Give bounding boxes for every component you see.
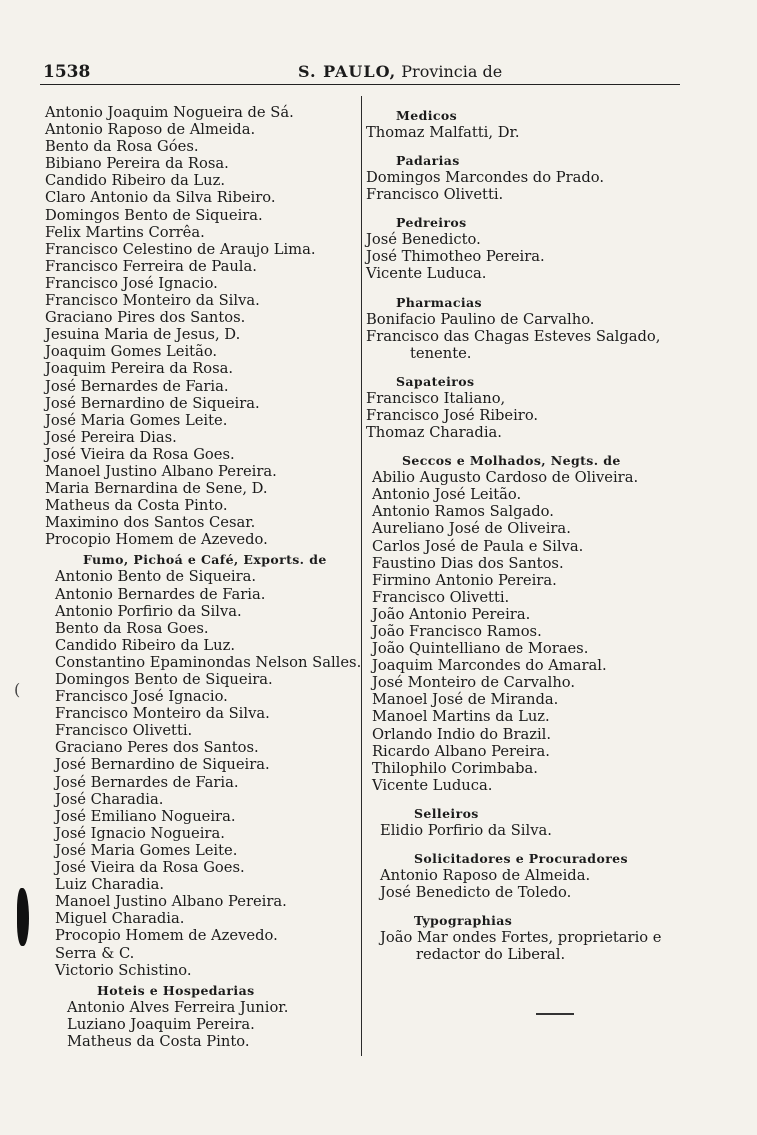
directory-entry: João Francisco Ramos. <box>372 622 542 640</box>
section-heading-solicitadores: Solicitadores e Procuradores <box>414 851 628 866</box>
city-name: S. PAULO, <box>298 62 397 81</box>
directory-entry: Luiz Charadia. <box>55 876 165 894</box>
directory-entry: Matheus da Costa Pinto. <box>67 1032 250 1050</box>
directory-entry: Felix Martins Corrêa. <box>45 223 205 241</box>
directory-entry: Francisco Olivetti. <box>55 722 193 740</box>
directory-entry: José Maria Gomes Leite. <box>55 841 238 859</box>
directory-entry: Francisco Monteiro da Silva. <box>55 705 270 723</box>
directory-entry: José Vieira da Rosa Goes. <box>55 859 245 877</box>
directory-entry: Bonifacio Paulino de Carvalho. <box>366 310 595 328</box>
directory-entry: Antonio Joaquim Nogueira de Sá. <box>45 104 294 121</box>
directory-entry: José Bernardes de Faria. <box>55 773 239 791</box>
directory-entry: Joaquim Marcondes do Amaral. <box>372 657 607 675</box>
directory-entry: Antonio Ramos Salgado. <box>372 503 554 521</box>
directory-entry: João Mar ondes Fortes, proprietario e <box>380 929 662 947</box>
directory-entry: José Pereira Dias. <box>45 428 177 446</box>
directory-entry: Domingos Bento de Siqueira. <box>55 671 273 688</box>
end-rule <box>536 1013 574 1015</box>
directory-entry: Domingos Marcondes do Prado. <box>366 169 605 187</box>
running-title <box>298 62 502 81</box>
directory-entry: Graciano Pires dos Santos. <box>45 309 246 327</box>
page-number: 1538 <box>43 62 91 82</box>
padarias-list <box>366 169 661 203</box>
directory-entry: Candido Ribeiro da Luz. <box>55 636 235 654</box>
directory-entry: Abilio Augusto Cardoso de Oliveira. <box>372 469 639 487</box>
section-heading-medicos: Medicos <box>396 108 458 123</box>
directory-entry: Claro Antonio da Silva Ribeiro. <box>45 189 276 207</box>
directory-entry: Victorio Schistino. <box>55 961 192 979</box>
province-label: Provincia de <box>401 62 503 81</box>
medicos-list <box>366 124 661 141</box>
general-list <box>45 104 361 548</box>
margin-ink-blot <box>17 888 29 946</box>
directory-entry: José Benedicto de Toledo. <box>380 884 572 902</box>
directory-entry: Antonio Porfirio da Silva. <box>55 602 242 620</box>
solicitadores-list <box>366 867 661 901</box>
section-heading-pedreiros: Pedreiros <box>396 215 467 231</box>
directory-entry: Manoel Justino Albano Pereira. <box>55 893 287 911</box>
directory-entry: Bibiano Pereira da Rosa. <box>45 155 229 173</box>
directory-entry: José Vieira da Rosa Goes. <box>45 445 235 463</box>
pedreiros-list <box>366 231 661 282</box>
directory-entry: Miguel Charadia. <box>55 910 185 928</box>
section-heading-hoteis: Hoteis e Hospedarias <box>97 982 255 998</box>
directory-entry: Francisco José Ribeiro. <box>366 406 539 424</box>
directory-entry: Graciano Peres dos Santos. <box>55 739 259 757</box>
directory-entry: João Quintelliano de Moraes. <box>372 640 589 658</box>
seccos-list <box>366 469 661 794</box>
directory-entry: José Ignacio Nogueira. <box>55 824 225 842</box>
section-heading-typographias: Typographias <box>414 913 513 929</box>
directory-entry: Antonio Bento de Siqueira. <box>55 568 257 586</box>
directory-entry: José Charadia. <box>55 790 164 808</box>
directory-entry: José Monteiro de Carvalho. <box>372 674 576 692</box>
directory-entry: José Bernardino de Siqueira. <box>55 756 270 774</box>
directory-entry: Antonio José Leitão. <box>372 486 522 504</box>
directory-entry: Vicente Luduca. <box>372 776 493 794</box>
directory-entry: Ricardo Albano Pereira. <box>372 742 550 760</box>
directory-entry: Elidio Porfirio da Silva. <box>380 821 552 839</box>
hoteis-list <box>45 999 361 1050</box>
page-header <box>40 60 680 85</box>
directory-entry: Orlando Indio do Brazil. <box>372 725 552 743</box>
left-column <box>45 104 361 1050</box>
directory-entry: Jesuina Maria de Jesus, D. <box>45 326 241 344</box>
directory-entry: Antonio Raposo de Almeida. <box>380 867 591 884</box>
directory-entry: Joaquim Pereira da Rosa. <box>45 360 234 378</box>
directory-entry: Antonio Raposo de Almeida. <box>45 121 256 139</box>
directory-entry: Thilophilo Corimbaba. <box>372 759 538 777</box>
directory-entry: Francisco Ferreira de Paula. <box>45 257 257 275</box>
section-heading-selleiros: Selleiros <box>414 805 479 821</box>
typographias-continuation: redactor do Liberal. <box>416 946 566 964</box>
directory-entry: Thomaz Malfatti, Dr. <box>366 124 520 141</box>
directory-entry: Maximino dos Santos Cesar. <box>45 514 256 532</box>
section-heading-seccos: Seccos e Molhados, Negts. de <box>402 453 621 469</box>
selleiros-list <box>366 822 661 839</box>
pharmacias-continuation: tenente. <box>410 344 472 362</box>
directory-entry: Francisco Olivetti. <box>372 588 510 606</box>
margin-bracket-mark: ( <box>14 680 21 699</box>
directory-entry: Maria Bernardina de Sene, D. <box>45 480 268 498</box>
section-heading-pharmacias: Pharmacias <box>396 294 482 310</box>
directory-entry: Carlos José de Paula e Silva. <box>372 537 584 555</box>
directory-entry: Matheus da Costa Pinto. <box>45 497 228 515</box>
directory-entry: José Emiliano Nogueira. <box>55 807 236 825</box>
directory-entry: Aureliano José de Oliveira. <box>372 520 571 538</box>
directory-entry: Francisco Celestino de Araujo Lima. <box>45 240 316 258</box>
directory-entry: José Maria Gomes Leite. <box>45 411 228 429</box>
directory-entry: José Benedicto. <box>366 231 481 249</box>
typographias-list <box>366 929 661 946</box>
directory-entry: Francisco Italiano, <box>366 389 506 407</box>
section-heading-sapateiros: Sapateiros <box>396 373 475 389</box>
directory-entry: Candido Ribeiro da Luz. <box>45 172 225 190</box>
directory-entry: Bento da Rosa Góes. <box>45 138 199 156</box>
directory-entry: João Antonio Pereira. <box>372 605 531 623</box>
directory-entry: José Thimotheo Pereira. <box>366 248 545 266</box>
directory-entry: Francisco José Ignacio. <box>55 688 228 706</box>
directory-entry: José Bernardino de Siqueira. <box>45 394 260 412</box>
directory-entry: José Bernardes de Faria. <box>45 377 229 395</box>
directory-entry: Manoel Martins da Luz. <box>372 708 550 726</box>
sapateiros-list <box>366 390 661 441</box>
directory-entry: Antonio Alves Ferreira Junior. <box>67 998 289 1016</box>
directory-entry: Constantino Epaminondas Nelson Salles. <box>55 653 362 671</box>
directory-entry: Firmino Antonio Pereira. <box>372 571 557 589</box>
directory-entry: Vicente Luduca. <box>366 265 487 283</box>
directory-entry: Francisco Monteiro da Silva. <box>45 292 260 310</box>
directory-entry: Procopio Homem de Azevedo. <box>45 531 268 549</box>
directory-entry: Luziano Joaquim Pereira. <box>67 1015 255 1033</box>
right-column <box>366 104 661 963</box>
directory-entry: Joaquim Gomes Leitão. <box>45 343 218 361</box>
directory-entry: Antonio Bernardes de Faria. <box>55 585 266 603</box>
directory-entry: Francisco José Ignacio. <box>45 274 218 292</box>
directory-entry: Procopio Homem de Azevedo. <box>55 927 278 945</box>
section-heading-fumo: Fumo, Pichoá e Café, Exports. de <box>83 552 327 568</box>
directory-entry: Francisco Olivetti. <box>366 186 504 204</box>
directory-entry: Bento da Rosa Goes. <box>55 619 209 637</box>
directory-entry: Manoel Justino Albano Pereira. <box>45 462 277 480</box>
section-heading-padarias: Padarias <box>396 153 460 169</box>
directory-entry: Francisco das Chagas Esteves Salgado, <box>366 327 661 345</box>
fumo-list <box>45 568 361 978</box>
pharmacias-list <box>366 311 661 345</box>
directory-entry: Domingos Bento de Siqueira. <box>45 206 263 224</box>
directory-entry: Serra & C. <box>55 944 135 962</box>
directory-entry: Thomaz Charadia. <box>366 424 502 442</box>
directory-entry: Manoel José de Miranda. <box>372 691 559 709</box>
directory-entry: Faustino Dias dos Santos. <box>372 554 564 572</box>
